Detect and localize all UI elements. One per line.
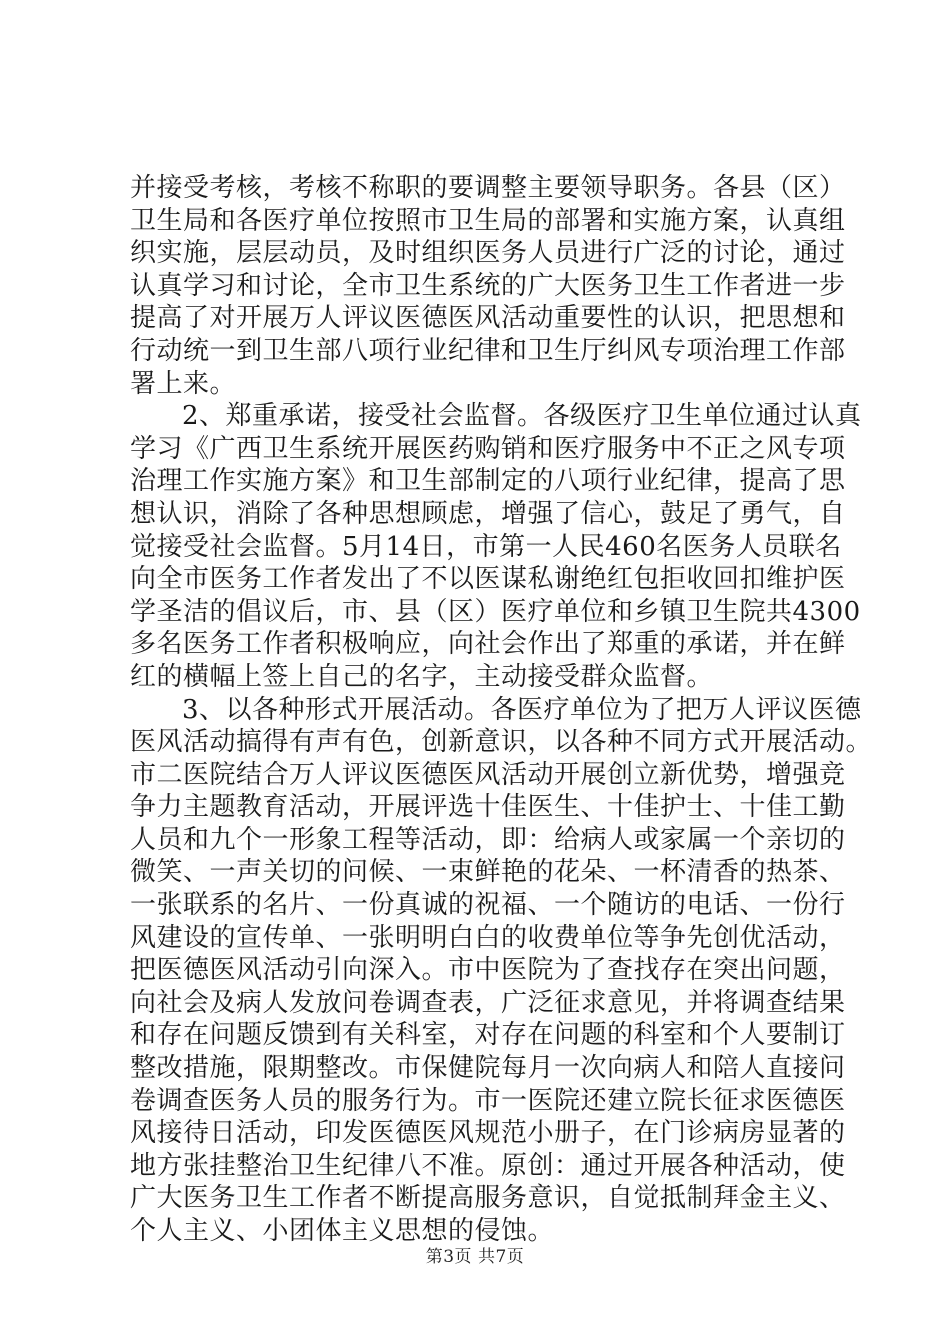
text-line: 把医德医风活动引向深入。市中医院为了查找存在突出问题， — [130, 955, 846, 986]
text-line: 整改措施，限期整改。市保健院每月一次向病人和陪人直接问 — [130, 1053, 846, 1084]
text-line: 红的横幅上签上自己的名字，主动接受群众监督。 — [130, 661, 714, 692]
text-line: 觉接受社会监督。5月14日，市第一人民460名医务人员联名 — [130, 531, 842, 562]
text-line: 治理工作实施方案》和卫生部制定的八项行业纪律，提高了思 — [130, 466, 846, 497]
text-line: 行动统一到卫生部八项行业纪律和卫生厅纠风专项治理工作部 — [130, 335, 846, 366]
text-line: 学习《广西卫生系统开展医药购销和医疗服务中不正之风专项 — [130, 433, 846, 464]
text-line: 风建设的宣传单、一张明明白白的收费单位等争先创优活动， — [130, 922, 846, 953]
text-line: 广大医务卫生工作者不断提高服务意识，自觉抵制拜金主义、 — [130, 1183, 846, 1214]
text-line: 认真学习和讨论，全市卫生系统的广大医务卫生工作者进一步 — [130, 270, 846, 301]
text-line: 风接待日活动，印发医德医风规范小册子，在门诊病房显著的 — [130, 1118, 846, 1149]
text-line: 想认识，消除了各种思想顾虑，增强了信心，鼓足了勇气，自 — [130, 498, 846, 529]
text-line: 织实施，层层动员，及时组织医务人员进行广泛的讨论，通过 — [130, 238, 846, 269]
paragraph-3-start: 3、以各种形式开展活动。各医疗单位为了把万人评议医德 — [182, 694, 862, 725]
page-footer — [0, 1242, 950, 1267]
text-line: 医风活动搞得有声有色，创新意识，以各种不同方式开展活动。 — [130, 727, 873, 758]
text-line: 微笑、一声关切的问候、一束鲜艳的花朵、一杯清香的热茶、 — [130, 857, 846, 888]
text-line: 并接受考核，考核不称职的要调整主要领导职务。各县（区） — [130, 173, 846, 203]
text-line: 地方张挂整治卫生纪律八不准。原创：通过开展各种活动，使 — [130, 1150, 846, 1181]
text-line: 一张联系的名片、一份真诚的祝福、一个随访的电话、一份行 — [130, 890, 846, 921]
page-number: 第3页 共7页 — [425, 1247, 525, 1267]
text-line: 多名医务工作者积极响应，向社会作出了郑重的承诺，并在鲜 — [130, 629, 846, 660]
text-line: 市二医院结合万人评议医德医风活动开展创立新优势，增强竞 — [130, 759, 846, 790]
text-line: 向社会及病人发放问卷调查表，广泛征求意见，并将调查结果 — [130, 987, 846, 1018]
text-line: 卷调查医务人员的服务行为。市一医院还建立院长征求医德医 — [130, 1085, 846, 1116]
text-line: 署上来。 — [130, 368, 237, 399]
text-line: 提高了对开展万人评议医德医风活动重要性的认识，把思想和 — [130, 303, 846, 334]
text-line: 向全市医务工作者发出了不以医谋私谢绝红包拒收回扣维护医 — [130, 564, 846, 595]
text-line: 争力主题教育活动，开展评选十佳医生、十佳护士、十佳工勤 — [130, 792, 846, 823]
text-line: 人员和九个一形象工程等活动，即：给病人或家属一个亲切的 — [130, 824, 846, 855]
text-line: 卫生局和各医疗单位按照市卫生局的部署和实施方案，认真组 — [130, 205, 846, 236]
text-line: 学圣洁的倡议后，市、县（区）医疗单位和乡镇卫生院共4300 — [130, 596, 861, 627]
text-line: 和存在问题反馈到有关科室，对存在问题的科室和个人要制订 — [130, 1020, 846, 1051]
text-line: 个人主义、小团体主义思想的侵蚀。 — [130, 1216, 555, 1246]
paragraph-2-start: 2、郑重承诺，接受社会监督。各级医疗卫生单位通过认真 — [182, 401, 862, 432]
body-text — [130, 172, 873, 1248]
